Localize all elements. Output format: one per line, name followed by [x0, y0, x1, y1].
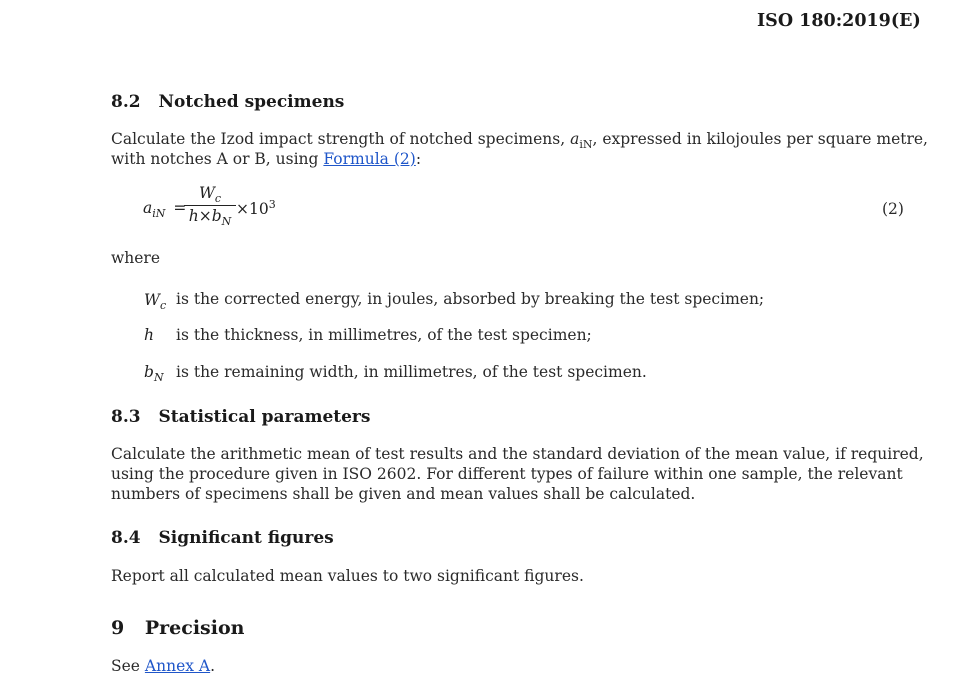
formula-lhs-symbol: a [143, 199, 153, 217]
numerator-sub: c [214, 192, 222, 205]
document-id: ISO 180:2019(E) [757, 11, 921, 31]
section-title: Notched specimens [158, 92, 345, 112]
definition-symbol-bn [144, 363, 164, 384]
section-number: 9 [111, 617, 125, 639]
formula-denominator [184, 207, 236, 228]
section-8-3-heading [111, 407, 370, 427]
exponent: 3 [268, 198, 276, 211]
formula-lhs-sub: iN [152, 207, 166, 220]
formula-lhs [143, 199, 186, 220]
section-number: 8.4 [111, 528, 141, 548]
def-symbol: W [144, 291, 160, 309]
section-8-3-line: using the procedure given in ISO 2602. For different types of failure within one sample, the relevant [111, 465, 903, 483]
symbol-a: a [570, 130, 580, 148]
definition-symbol-h [144, 326, 154, 344]
where-label: where [111, 249, 161, 267]
section-8-4-heading [111, 528, 334, 548]
def-symbol-sub: c [159, 299, 167, 312]
def-symbol: h [144, 326, 154, 344]
para-text: See [111, 657, 145, 675]
fraction-bar [184, 205, 236, 206]
definition-text: is the thickness, in millimetres, of the test specimen; [176, 326, 592, 344]
formula-fraction [184, 184, 236, 228]
formula-numerator [184, 184, 236, 204]
section-number: 8.2 [111, 92, 141, 112]
definition-text: is the corrected energy, in joules, absorbed by breaking the test specimen; [176, 290, 765, 308]
para-text: , expressed in kilojoules per square metre, [592, 130, 928, 148]
section-8-2-paragraph-line2 [111, 149, 421, 169]
multiplier-text: ×10 [236, 200, 269, 219]
section-title: Statistical parameters [158, 407, 371, 427]
section-number: 8.3 [111, 407, 141, 427]
definition-symbol-wc [144, 291, 166, 312]
para-text: : [415, 150, 422, 168]
section-9-heading [111, 617, 244, 639]
definition-text: is the remaining width, in millimetres, of the test specimen. [176, 363, 647, 381]
def-symbol-sub: N [153, 371, 164, 384]
formula-equals: = [173, 199, 187, 217]
def-symbol: b [144, 363, 154, 381]
section-8-2-heading [111, 92, 344, 112]
section-8-4-text: Report all calculated mean values to two significant figures. [111, 567, 584, 585]
para-text: . [210, 657, 216, 675]
numerator-symbol: W [198, 184, 215, 202]
formula-multiplier [236, 198, 276, 218]
annex-a-link[interactable]: Annex A [144, 657, 211, 675]
denominator-symbol: h×b [188, 207, 222, 225]
section-title: Significant figures [158, 528, 334, 548]
formula-label: (2) [882, 200, 904, 218]
symbol-sub: iN [579, 138, 593, 151]
section-8-3-line: Calculate the arithmetic mean of test results and the standard deviation of the mean value, if required, [111, 445, 924, 463]
para-text: with notches A or B, using [111, 150, 324, 168]
section-title: Precision [144, 617, 245, 639]
denominator-sub: N [221, 215, 232, 228]
section-9-text [111, 656, 215, 676]
formula-2-link[interactable]: Formula (2) [323, 150, 416, 168]
section-8-3-line: numbers of specimens shall be given and mean values shall be calculated. [111, 485, 696, 503]
para-text: Calculate the Izod impact strength of notched specimens, [111, 130, 571, 148]
